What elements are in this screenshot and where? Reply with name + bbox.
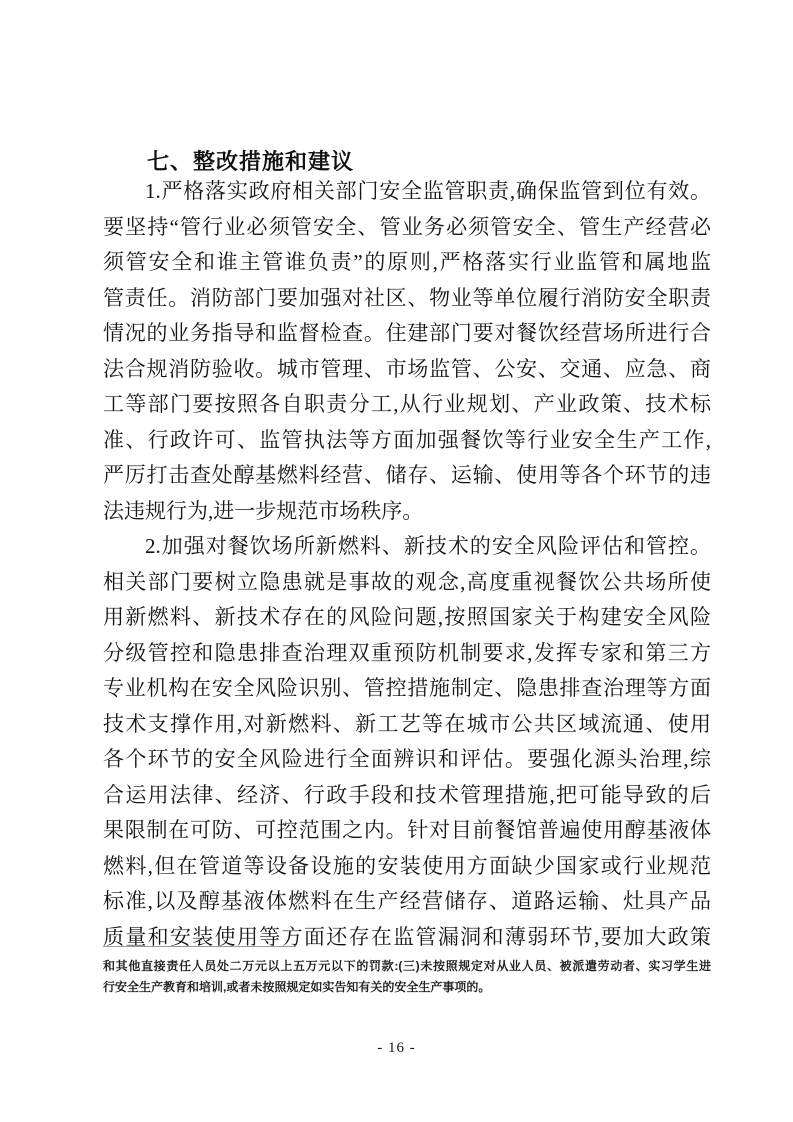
text-line: 分级管控和隐患排查治理双重预防机制要求,发挥专家和第三方 bbox=[103, 640, 711, 665]
text-line: 行安全生产教育和培训,或者未按照规定如实告知有关的安全生产事项的。 bbox=[103, 980, 491, 994]
text-line: 果限制在可防、可控范围之内。针对目前餐馆普遍使用醇基液体 bbox=[103, 818, 711, 842]
text-line: 和其他直接责任人员处二万元以上五万元以下的罚款:(三)未按照规定对从业人员、被派遣劳动者、实习学生进 bbox=[103, 959, 711, 973]
text-line: 专业机构在安全风险识别、管控措施制定、隐患排查治理等方面 bbox=[103, 676, 711, 700]
text-line: 准、行政许可、监管执法等方面加强餐饮等行业安全生产工作, bbox=[103, 427, 711, 452]
text-line: 情况的业务指导和监督检查。住建部门要对餐饮经营场所进行合 bbox=[103, 321, 711, 345]
page-content bbox=[103, 150, 711, 955]
paragraph-1 bbox=[103, 174, 711, 529]
paragraph-2 bbox=[103, 529, 711, 955]
text-line: 2.加强对餐饮场所新燃料、新技术的安全风险评估和管控。 bbox=[145, 534, 711, 558]
page-number: - 16 - bbox=[377, 1040, 416, 1056]
text-line: 质量和安装使用等方面还存在监管漏洞和薄弱环节,要加大政策 bbox=[103, 924, 711, 949]
text-line: 法合规消防验收。城市管理、市场监管、公安、交通、应急、商 bbox=[103, 356, 711, 381]
text-line: 管责任。消防部门要加强对社区、物业等单位履行消防安全职责 bbox=[103, 285, 711, 310]
text-line: 相关部门要树立隐患就是事故的观念,高度重视餐饮公共场所使 bbox=[103, 569, 711, 594]
text-line: 要坚持“管行业必须管安全、管业务必须管安全、管生产经营必 bbox=[103, 214, 711, 239]
text-line: 燃料,但在管道等设备设施的安装使用方面缺少国家或行业规范 bbox=[103, 853, 711, 878]
text-line: 各个环节的安全风险进行全面辨识和评估。要强化源头治理,综 bbox=[103, 747, 711, 771]
text-line: 技术支撑作用,对新燃料、新工艺等在城市公共区域流通、使用 bbox=[103, 711, 711, 736]
text-line: 法违规行为,进一步规范市场秩序。 bbox=[103, 498, 424, 523]
footnote bbox=[103, 946, 711, 998]
footnote-separator-rule bbox=[103, 946, 296, 947]
text-line: 工等部门要按照各自职责分工,从行业规划、产业政策、技术标 bbox=[103, 392, 711, 416]
footnote-text bbox=[103, 956, 711, 998]
section-heading: 七、整改措施和建议 bbox=[147, 149, 355, 174]
text-line: 合运用法律、经济、行政手段和技术管理措施,把可能导致的后 bbox=[103, 782, 711, 807]
text-line: 用新燃料、新技术存在的风险问题,按照国家关于构建安全风险 bbox=[103, 605, 711, 629]
text-line: 标准,以及醇基液体燃料在生产经营储存、道路运输、灶具产品 bbox=[103, 889, 711, 913]
text-line: 1.严格落实政府相关部门安全监管职责,确保监管到位有效。 bbox=[145, 179, 711, 203]
text-line: 须管安全和谁主管谁负责”的原则,严格落实行业监管和属地监 bbox=[103, 250, 711, 274]
text-line: 严厉打击查处醇基燃料经营、储存、运输、使用等各个环节的违 bbox=[103, 463, 711, 487]
